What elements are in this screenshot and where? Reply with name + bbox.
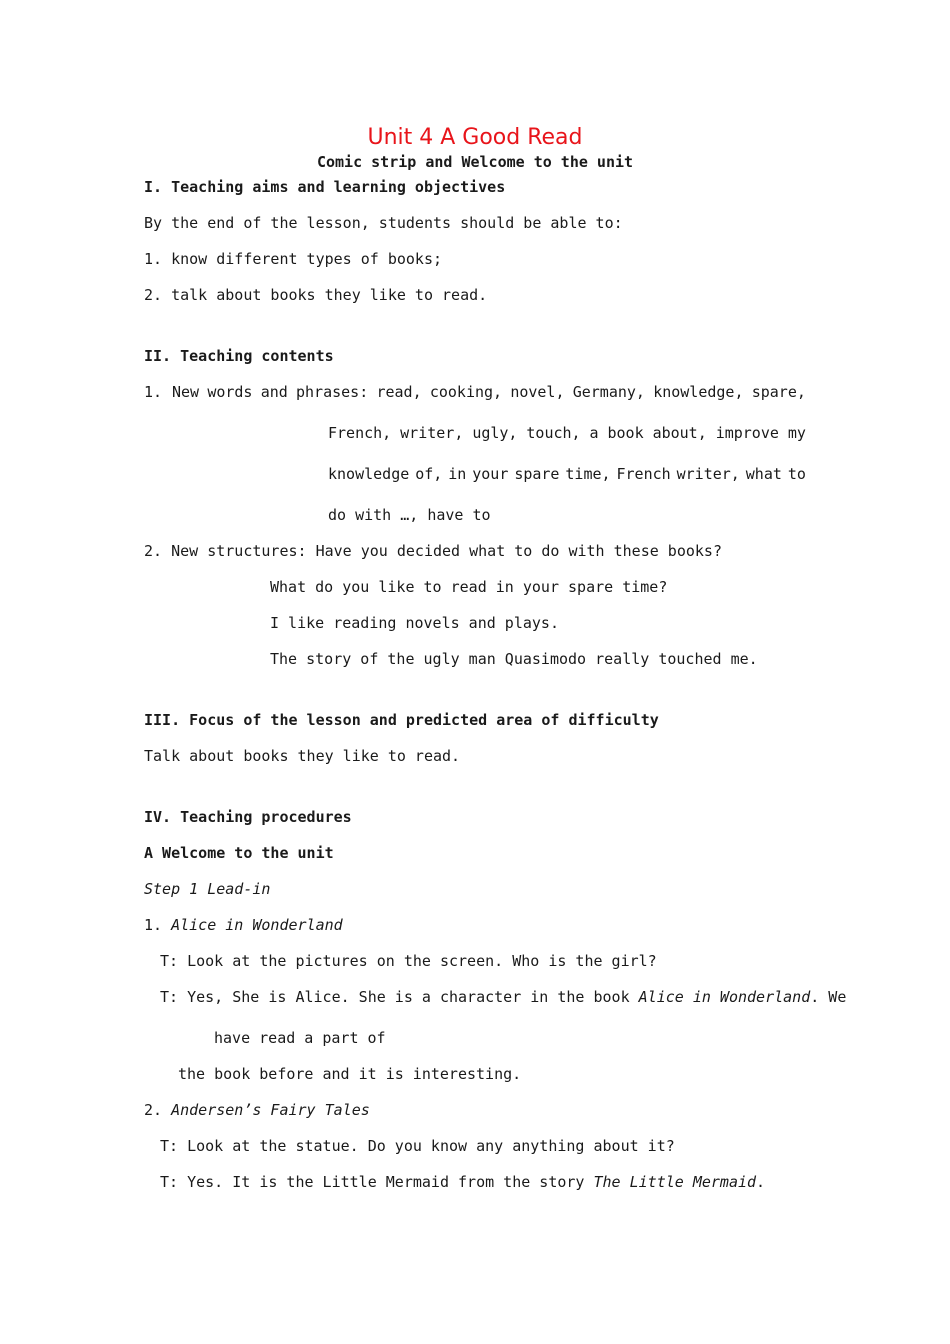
aims-intro: By the end of the lesson, students should be able to: (144, 214, 623, 232)
item-2-t2-text: T: Yes. It is the Little Mermaid from the story (160, 1173, 594, 1191)
item-1-teacher-line-2 (160, 987, 846, 1007)
word: in (448, 465, 467, 483)
structure-item-1: What do you like to read in your spare time? (270, 578, 668, 596)
structure-item-3: The story of the ugly man Quasimodo really touched me. (270, 650, 758, 668)
focus-text: Talk about books they like to read. (144, 747, 461, 765)
aim-item-1: 1. know different types of books; (144, 250, 443, 268)
structures-label: 2. New structures: Have you decided what to do with these books? (144, 542, 722, 560)
structure-item-2: I like reading novels and plays. (270, 614, 559, 632)
word: book (607, 424, 644, 442)
word: French, (328, 424, 392, 442)
word: touch, (526, 424, 581, 442)
item-2-number: 2. (144, 1101, 172, 1119)
word: ugly, (472, 424, 518, 442)
section-heading-procedures: IV. Teaching procedures (144, 808, 352, 826)
item-1-t2-book: Alice in Wonderland (638, 988, 811, 1006)
part-a-heading: A Welcome to the unit (144, 844, 334, 862)
item-2-line (144, 1100, 370, 1120)
words-line-2 (328, 423, 806, 443)
words-line-3 (328, 464, 806, 484)
page-title: Unit 4 A Good Read (367, 125, 583, 150)
word: improve (715, 424, 779, 442)
word: your (472, 465, 509, 483)
word: about, (652, 424, 707, 442)
item-2-t2-book: The Little Mermaid (593, 1173, 757, 1191)
word: spare, (751, 383, 806, 401)
word: knowledge, (653, 383, 744, 401)
word: French (616, 465, 671, 483)
item-1-t2-text: T: Yes, She is Alice. She is a character in the book (160, 988, 639, 1006)
item-1-teacher-line-1: T: Look at the pictures on the screen. Who is the girl? (160, 952, 657, 970)
word: of, (415, 465, 443, 483)
item-1-title: Alice in Wonderland (171, 916, 343, 934)
item-1-teacher-line-2-cont: have read a part of (214, 1029, 386, 1047)
words-line-4: do with …, have to (328, 506, 491, 524)
word: cooking, (429, 383, 503, 401)
word: and (260, 383, 288, 401)
section-heading-contents: II. Teaching contents (144, 347, 334, 365)
words-label: 1. (144, 383, 163, 401)
aim-item-2: 2. talk about books they like to read. (144, 286, 488, 304)
word: what (745, 465, 782, 483)
word: phrases: (296, 383, 369, 401)
item-1-teacher-line-2-cont2: the book before and it is interesting. (178, 1065, 522, 1083)
item-2-t2-end: . (756, 1173, 766, 1191)
step-1-heading: Step 1 Lead-in (144, 880, 271, 898)
item-2-teacher-line-2 (160, 1172, 765, 1192)
word: spare (514, 465, 560, 483)
section-heading-focus: III. Focus of the lesson and predicted area of difficulty (144, 711, 659, 729)
word: read, (376, 383, 422, 401)
word: to (787, 465, 806, 483)
item-2-teacher-line-1: T: Look at the statue. Do you know any anything about it? (160, 1137, 675, 1155)
word: Germany, (572, 383, 645, 401)
section-heading-aims: I. Teaching aims and learning objectives (144, 178, 506, 196)
word: novel, (510, 383, 565, 401)
word: time, (565, 465, 611, 483)
item-1-t2-end: . We (810, 988, 847, 1006)
word: New (172, 383, 200, 401)
word: my (787, 424, 806, 442)
word: words (207, 383, 253, 401)
word: writer, (400, 424, 464, 442)
word: a (589, 424, 599, 442)
item-2-title: Andersen’s Fairy Tales (171, 1101, 370, 1119)
item-1-number: 1. (144, 916, 172, 934)
word: knowledge (328, 465, 410, 483)
words-line-1 (172, 382, 806, 402)
word: writer, (676, 465, 740, 483)
page-subtitle: Comic strip and Welcome to the unit (316, 153, 634, 171)
item-1-line (144, 915, 343, 935)
